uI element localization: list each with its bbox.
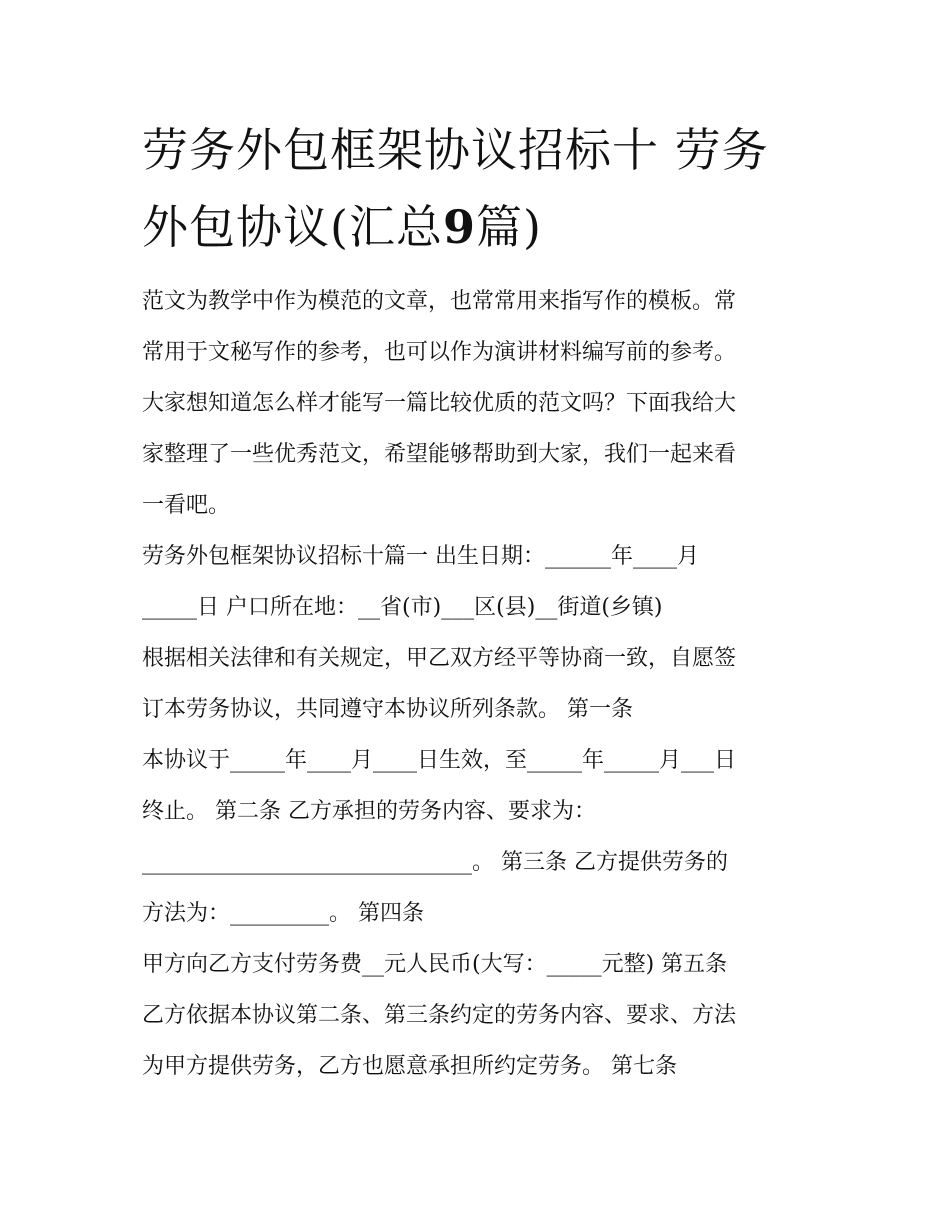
body-line: 常用于文秘写作的参考，也可以作为演讲材料编写前的参考。 <box>142 340 737 365</box>
body-line: 订本劳务协议，共同遵守本协议所列条款。 第一条 <box>142 697 633 722</box>
body-line: 甲方向乙方支付劳务费__元人民币(大写：_____元整) 第五条 <box>142 952 728 977</box>
body-line: 为甲方提供劳务，乙方也愿意承担所约定劳务。 第七条 <box>142 1054 677 1079</box>
body-line: ______________________________。 第三条 乙方提供劳务的 <box>142 850 728 875</box>
body-line: 方法为：_________。 第四条 <box>142 901 424 926</box>
body-line: 根据相关法律和有关规定，甲乙双方经平等协商一致，自愿签 <box>142 646 737 671</box>
title-count: 9 <box>442 200 476 254</box>
title-line-2 <box>142 189 822 266</box>
title-line-2-suffix: 篇) <box>475 200 542 254</box>
body-line: 一看吧。 <box>142 493 231 518</box>
title-line-2-prefix: 外包协议(汇总 <box>142 200 443 254</box>
title-line-1: 劳务外包框架协议招标十 劳务 <box>142 123 769 177</box>
body-line: 本协议于_____年____月____日生效，至_____年_____月___日 <box>142 748 737 773</box>
body-line: 劳务外包框架协议招标十篇一 出生日期：______年____月 <box>142 544 699 569</box>
body-line: 家整理了一些优秀范文，希望能够帮助到大家，我们一起来看 <box>142 442 737 467</box>
document-title <box>142 112 822 266</box>
body-line: 大家想知道怎么样才能写一篇比较优质的范文吗？下面我给大 <box>142 391 737 416</box>
body-line: 范文为教学中作为模范的文章，也常常用来指写作的模板。常 <box>142 289 737 314</box>
body-line: 终止。 第二条 乙方承担的劳务内容、要求为： <box>142 799 596 824</box>
body-line: _____日 户口所在地：__省(市)___区(县)__街道(乡镇) <box>142 595 663 620</box>
body-line: 乙方依据本协议第二条、第三条约定的劳务内容、要求、方法 <box>142 1003 737 1028</box>
document-body <box>142 276 822 1092</box>
